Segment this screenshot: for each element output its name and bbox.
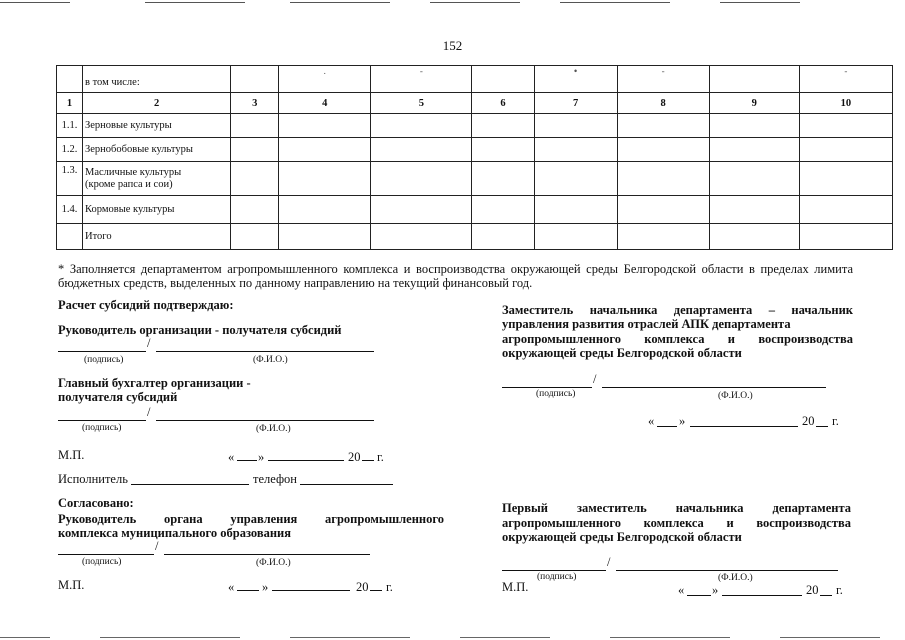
table-cell	[371, 138, 472, 162]
column-number: 1	[57, 93, 83, 114]
scan-edge-bottom	[460, 637, 550, 638]
signature-line	[58, 554, 154, 555]
table-cell	[799, 224, 892, 250]
executor-line	[131, 484, 249, 485]
confirm-title: Расчет субсидий подтверждаю:	[58, 298, 234, 312]
table-cell	[709, 162, 799, 196]
date-quote-open: «	[228, 580, 235, 594]
table-cell	[472, 138, 534, 162]
scan-edge-bottom	[290, 637, 410, 638]
signature-caption: (подпись)	[84, 355, 124, 365]
column-number: 10	[799, 93, 892, 114]
signature-line	[502, 570, 606, 571]
row-name: Кормовые культуры	[83, 196, 231, 224]
table-cell	[371, 224, 472, 250]
row-name: Зерновые культуры	[83, 114, 231, 138]
row-name	[83, 162, 231, 196]
table-cell	[617, 196, 709, 224]
date-month-line	[722, 595, 802, 596]
table-cell	[231, 114, 279, 138]
table-cell	[534, 224, 617, 250]
slash: /	[147, 336, 151, 350]
fio-line	[602, 387, 826, 388]
table-cell	[231, 162, 279, 196]
agreed-label: Согласовано:	[58, 496, 134, 510]
first-deputy-title-line3: окружающей среды Белгородской области	[502, 530, 742, 544]
fio-line	[156, 351, 374, 352]
table-cell	[472, 114, 534, 138]
table-cell	[371, 162, 472, 196]
table-cell	[472, 66, 534, 93]
table-cell	[709, 224, 799, 250]
signature-caption: (подпись)	[82, 557, 122, 567]
row-name: Итого	[83, 224, 231, 250]
row-number: 1.2.	[57, 138, 83, 162]
date-quote-close: »	[262, 580, 269, 594]
table-cell	[279, 114, 371, 138]
slash: /	[607, 555, 611, 569]
table-cell	[279, 162, 371, 196]
deputy-title-line3: агропромышленного комплекса и воспроизводства	[502, 332, 853, 346]
column-number: 4	[279, 93, 371, 114]
scan-edge-top	[560, 2, 670, 3]
year-prefix: 20	[356, 580, 369, 594]
slash: /	[155, 539, 159, 553]
municipal-head-line1: Руководитель органа управления агропромышленного	[58, 512, 444, 526]
table-cell	[709, 114, 799, 138]
table-cell	[617, 114, 709, 138]
year-line	[362, 460, 374, 461]
table-row	[57, 162, 893, 196]
date-day-line	[237, 590, 259, 591]
year-line	[820, 595, 832, 596]
fio-line	[156, 420, 374, 421]
scan-edge-top	[145, 2, 245, 3]
table-cell	[534, 162, 617, 196]
table-cell	[231, 196, 279, 224]
municipal-head-line2: комплекса муниципального образования	[58, 526, 292, 540]
date-month-line	[272, 590, 350, 591]
fio-line	[164, 554, 370, 555]
deputy-title-line1: Заместитель начальника департамента – начальник	[502, 303, 853, 317]
table-cell	[709, 66, 799, 93]
signature-caption: (подпись)	[537, 572, 577, 582]
table-cell	[617, 138, 709, 162]
table-cell	[799, 138, 892, 162]
fio-line	[616, 570, 838, 571]
column-number: 2	[83, 93, 231, 114]
table-cell	[799, 114, 892, 138]
year-suffix: г.	[832, 414, 839, 428]
table-cell	[534, 114, 617, 138]
table-cell	[472, 224, 534, 250]
year-prefix: 20	[802, 414, 815, 428]
table-cell	[709, 138, 799, 162]
table-cell: -	[617, 66, 709, 93]
row-name: Зернобобовые культуры	[83, 138, 231, 162]
head-title: Руководитель организации - получателя субсидий	[58, 323, 342, 337]
table-row	[57, 196, 893, 224]
subheader-label: в том числе:	[83, 66, 231, 93]
table-cell	[371, 114, 472, 138]
table-cell: -	[371, 66, 472, 93]
stamp-label: М.П.	[58, 578, 85, 592]
year-line	[816, 426, 828, 427]
table-cell: .	[279, 66, 371, 93]
date-quote-close: »	[258, 450, 265, 464]
fio-caption: (Ф.И.О.)	[253, 355, 288, 365]
column-number: 6	[472, 93, 534, 114]
subsidy-table	[56, 65, 893, 250]
scan-edge-bottom	[100, 637, 240, 638]
phone-label: телефон	[253, 472, 297, 486]
fio-caption: (Ф.И.О.)	[256, 424, 291, 434]
table-cell	[231, 224, 279, 250]
table-row	[57, 138, 893, 162]
scan-edge-bottom	[0, 637, 50, 638]
date-quote-open: «	[648, 414, 655, 428]
year-suffix: г.	[377, 450, 384, 464]
year-line	[370, 590, 382, 591]
scan-edge-top	[430, 2, 520, 3]
table-cell: •	[534, 66, 617, 93]
table-cell	[534, 138, 617, 162]
row-name-line: Масличные культуры	[85, 166, 182, 178]
deputy-title-line2: управления развития отраслей АПК департамента	[502, 317, 791, 331]
stamp-label: М.П.	[502, 580, 529, 594]
date-month-line	[268, 460, 344, 461]
signature-line	[58, 351, 146, 352]
table-cell	[472, 196, 534, 224]
executor-label: Исполнитель	[58, 472, 128, 486]
table-cell	[617, 162, 709, 196]
table-cell: -	[799, 66, 892, 93]
first-deputy-title-line1: Первый заместитель начальника департамента	[502, 501, 851, 515]
table-cell	[799, 196, 892, 224]
table-cell	[279, 196, 371, 224]
table-subheader-row	[57, 66, 893, 93]
fio-caption: (Ф.И.О.)	[718, 391, 753, 401]
date-quote-open: «	[228, 450, 235, 464]
table-column-numbers	[57, 93, 893, 114]
table-cell	[534, 196, 617, 224]
row-number	[57, 224, 83, 250]
row-number: 1.1.	[57, 114, 83, 138]
scan-edge-bottom	[610, 637, 730, 638]
signature-line	[58, 420, 146, 421]
date-day-line	[687, 595, 711, 596]
row-number: 1.4.	[57, 196, 83, 224]
date-quote-close: »	[712, 583, 719, 597]
fio-caption: (Ф.И.О.)	[718, 573, 753, 583]
table-row-total	[57, 224, 893, 250]
year-prefix: 20	[806, 583, 819, 597]
first-deputy-title-line2: агропромышленного комплекса и воспроизводства	[502, 516, 851, 530]
year-prefix: 20	[348, 450, 361, 464]
table-cell	[57, 66, 83, 93]
date-day-line	[657, 426, 677, 427]
table-cell	[279, 138, 371, 162]
table-cell	[709, 196, 799, 224]
column-number: 9	[709, 93, 799, 114]
scan-edge-bottom	[780, 637, 880, 638]
stamp-label: М.П.	[58, 448, 85, 462]
column-number: 7	[534, 93, 617, 114]
date-month-line	[690, 426, 798, 427]
table-cell	[617, 224, 709, 250]
table-cell	[371, 196, 472, 224]
table-cell	[279, 224, 371, 250]
date-quote-close: »	[679, 414, 686, 428]
date-day-line	[237, 460, 257, 461]
scan-edge-top	[720, 2, 800, 3]
column-number: 3	[231, 93, 279, 114]
footnote: * Заполняется департаментом агропромышленного комплекса и воспроизводства окружающей среды Белгородской области в пределах лимита бюджетных средств, выделенных по данному направлению на текущий финансовый год.	[58, 262, 853, 290]
date-quote-open: «	[678, 583, 685, 597]
signature-line	[502, 387, 592, 388]
accountant-title-line2: получателя субсидий	[58, 390, 178, 404]
deputy-title-line4: окружающей среды Белгородской области	[502, 346, 742, 360]
table-cell	[799, 162, 892, 196]
table-cell	[231, 138, 279, 162]
scan-edge-top	[0, 2, 70, 3]
signature-caption: (подпись)	[536, 389, 576, 399]
row-number: 1.3.	[57, 162, 83, 196]
column-number: 5	[371, 93, 472, 114]
column-number: 8	[617, 93, 709, 114]
accountant-title-line1: Главный бухгалтер организации -	[58, 376, 251, 390]
scan-edge-top	[290, 2, 390, 3]
table-cell	[231, 66, 279, 93]
phone-line	[300, 484, 393, 485]
row-name-line: (кроме рапса и сои)	[85, 178, 173, 190]
signature-caption: (подпись)	[82, 423, 122, 433]
table-row	[57, 114, 893, 138]
year-suffix: г.	[386, 580, 393, 594]
year-suffix: г.	[836, 583, 843, 597]
page-number: 152	[442, 38, 463, 53]
slash: /	[593, 372, 597, 386]
slash: /	[147, 405, 151, 419]
table-cell	[472, 162, 534, 196]
fio-caption: (Ф.И.О.)	[256, 558, 291, 568]
